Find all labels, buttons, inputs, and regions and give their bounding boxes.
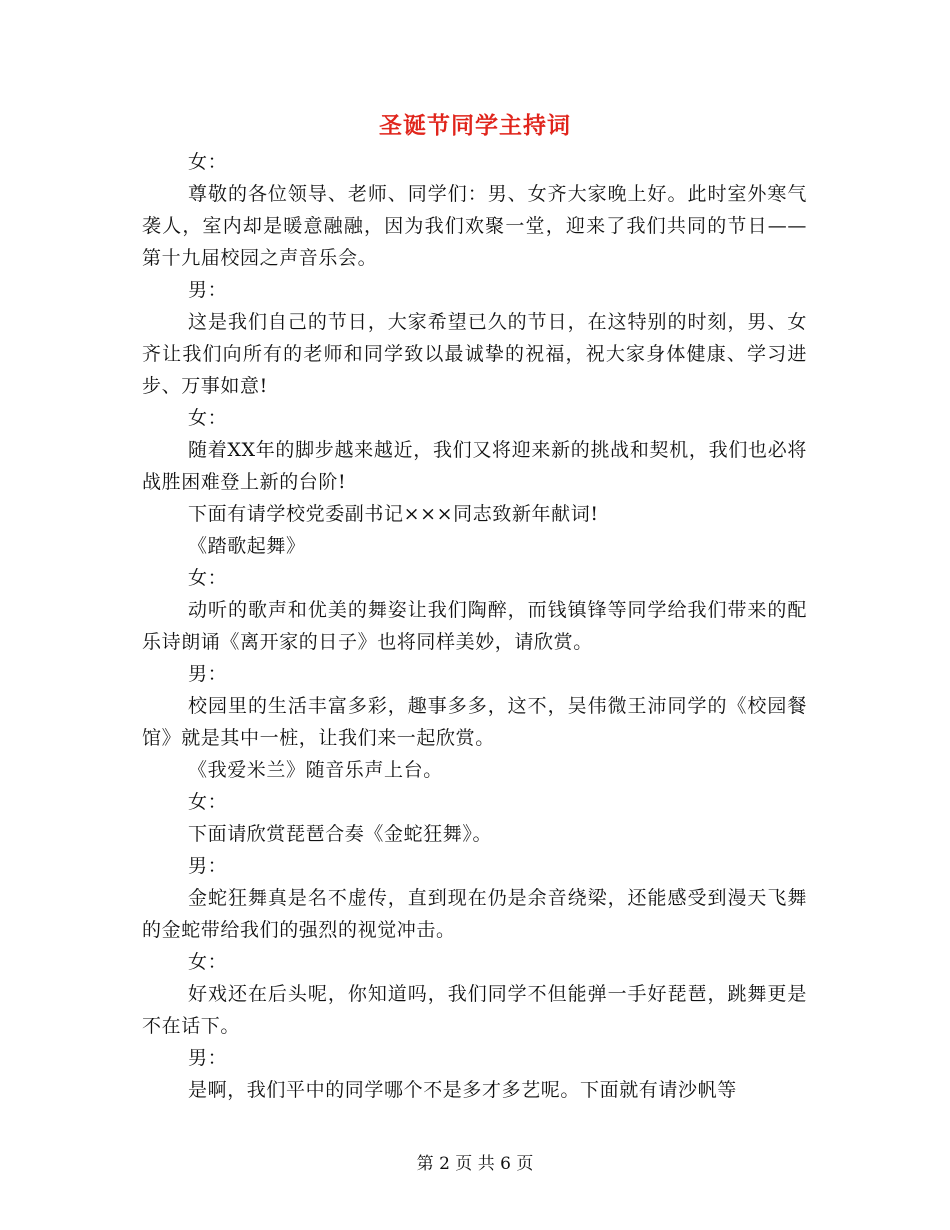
paragraph: 女：: [188, 951, 228, 973]
paragraph: 男：: [188, 663, 228, 685]
paragraph: 下面请欣赏琵琶合奏《金蛇狂舞》。: [188, 823, 493, 845]
paragraph: 男：: [188, 1047, 228, 1069]
paragraph: 尊敬的各位领导、老师、同学们：男、女齐大家晚上好。此时室外寒气袭人，室内却是暖意融融，因为我们欢聚一堂，迎来了我们共同的节日——第十九届校园之声音乐会。: [142, 183, 807, 269]
paragraph: 男：: [188, 279, 228, 301]
paragraph: 校园里的生活丰富多彩，趣事多多，这不，吴伟微王沛同学的《校园餐馆》就是其中一桩，让我们来一起欣赏。: [142, 695, 807, 749]
paragraph: 男：: [188, 855, 228, 877]
paragraph: 随着XX年的脚步越来越近，我们又将迎来新的挑战和契机，我们也必将战胜困难登上新的台阶!: [142, 439, 807, 493]
paragraph: 动听的歌声和优美的舞姿让我们陶醉，而钱镇锋等同学给我们带来的配乐诗朗诵《离开家的日子》也将同样美妙，请欣赏。: [142, 599, 807, 653]
paragraph: 下面有请学校党委副书记×××同志致新年献词!: [188, 503, 599, 525]
paragraph: 女：: [188, 567, 228, 589]
paragraph: 《我爱米兰》随音乐声上台。: [188, 759, 443, 781]
paragraph: 这是我们自己的节日，大家希望已久的节日，在这特别的时刻，男、女齐让我们向所有的老师和同学致以最诚挚的祝福，祝大家身体健康、学习进步、万事如意!: [142, 311, 807, 397]
paragraph: 女：: [188, 407, 228, 429]
paragraph: 是啊，我们平中的同学哪个不是多才多艺呢。下面就有请沙帆等: [188, 1079, 737, 1101]
paragraph: 女：: [188, 151, 228, 173]
paragraph: 《踏歌起舞》: [188, 535, 306, 557]
paragraph: 女：: [188, 791, 228, 813]
paragraph: 金蛇狂舞真是名不虚传，直到现在仍是余音绕梁，还能感受到漫天飞舞的金蛇带给我们的强烈的视觉冲击。: [142, 887, 807, 941]
paragraph: 好戏还在后头呢，你知道吗，我们同学不但能弹一手好琵琶，跳舞更是不在话下。: [142, 983, 807, 1037]
document-title: 圣诞节同学主持词: [379, 112, 571, 139]
document-body: [142, 146, 807, 1106]
page-number-footer: 第 2 页 共 6 页: [416, 1154, 534, 1174]
